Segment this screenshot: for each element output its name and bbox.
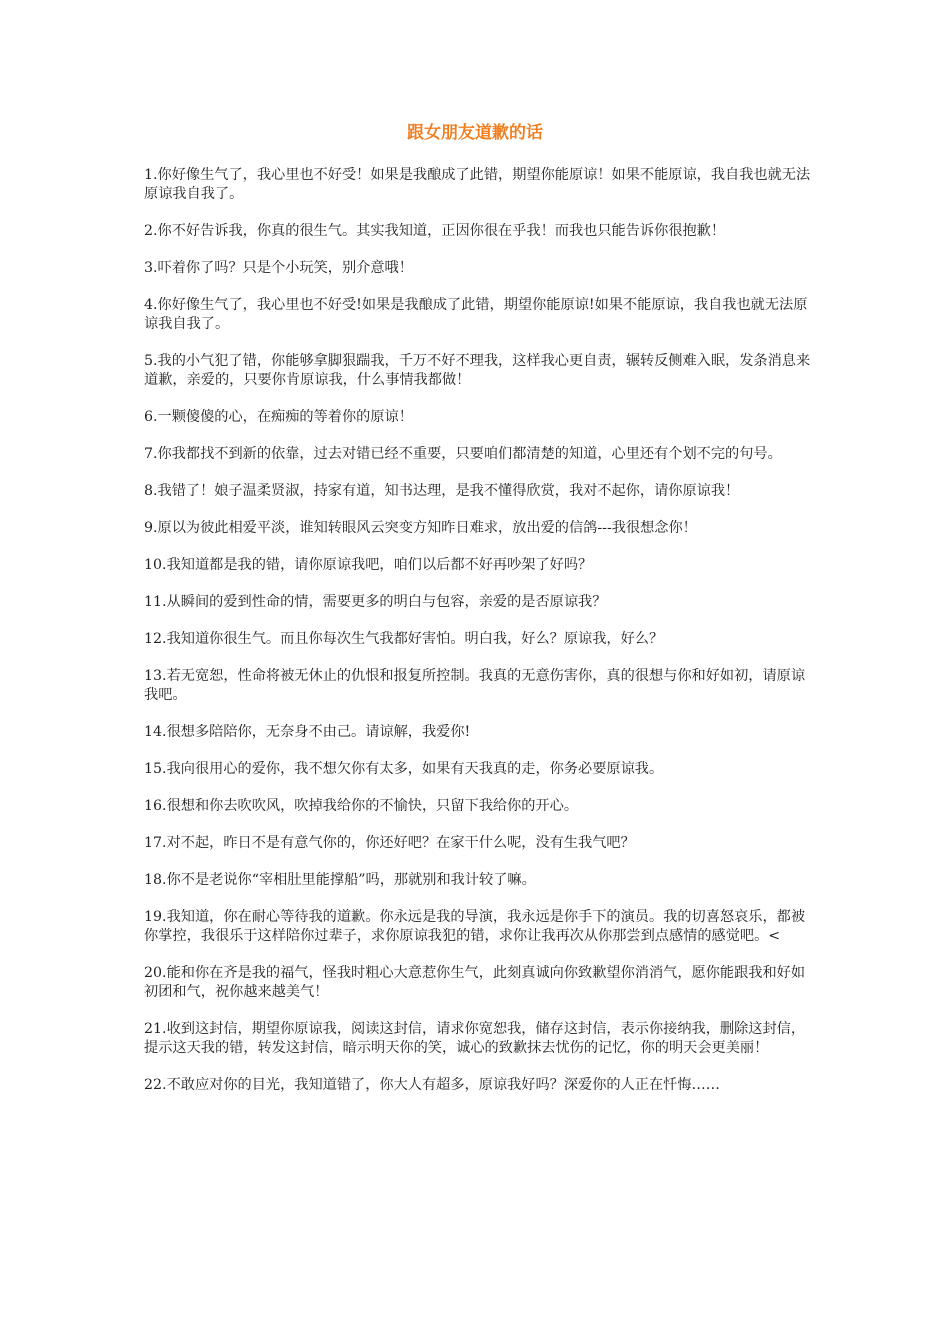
paragraph-20: 20.能和你在齐是我的福气，怪我时粗心大意惹你生气，此刻真诚向你致歉望你消消气，愿你能跟我和好如初团和气，祝你越来越美气！ (144, 965, 806, 1000)
paragraph-12: 12.我知道你很生气。而且你每次生气我都好害怕。明白我，好么？原谅我，好么？ (144, 631, 664, 647)
paragraph-8: 8.我错了！娘子温柔贤淑，持家有道，知书达理，是我不懂得欣赏，我对不起你，请你原谅我！ (144, 483, 740, 499)
paragraph-17: 17.对不起，昨日不是有意气你的，你还好吧？在家干什么呢，没有生我气吧？ (144, 835, 635, 851)
paragraph-1: 1.你好像生气了，我心里也不好受！如果是我酿成了此错，期望你能原谅！如果不能原谅，我自我也就无法原谅我自我了。 (144, 167, 811, 202)
paragraph-19: 19.我知道，你在耐心等待我的道歉。你永远是我的导演，我永远是你手下的演员。我的切喜怒哀乐，都被你掌控，我很乐于这样陪你过辈子，求你原谅我犯的错，求你让我再次从你那尝到点感情的感觉吧。< (144, 909, 806, 944)
paragraph-3: 3.吓着你了吗？只是个小玩笑，别介意哦！ (144, 260, 413, 276)
paragraph-14: 14.很想多陪陪你，无奈身不由己。请谅解，我爱你! (144, 724, 471, 740)
paragraph-21: 21.收到这封信，期望你原谅我，阅读这封信，请求你宽恕我，储存这封信，表示你接纳我，删除这封信，提示这天我的错，转发这封信，暗示明天你的笑，诚心的致歉抹去忧伤的记忆，你的明天会更美丽！ (144, 1021, 806, 1056)
paragraph-15: 15.我向很用心的爱你，我不想欠你有太多，如果有天我真的走，你务必要原谅我。 (144, 761, 664, 777)
paragraph-22: 22.不敢应对你的目光，我知道错了，你大人有超多，原谅我好吗？深爱你的人正在忏悔…… (144, 1077, 720, 1093)
document-body (144, 166, 814, 1113)
paragraph-16: 16.很想和你去吹吹风，吹掉我给你的不愉快，只留下我给你的开心。 (144, 798, 579, 814)
paragraph-13: 13.若无宽恕，性命将被无休止的仇恨和报复所控制。我真的无意伤害你，真的很想与你和好如初，请原谅我吧。 (144, 668, 806, 703)
paragraph-4: 4.你好像生气了，我心里也不好受!如果是我酿成了此错，期望你能原谅!如果不能原谅，我自我也就无法原谅我自我了。 (144, 297, 808, 332)
paragraph-10: 10.我知道都是我的错，请你原谅我吧，咱们以后都不好再吵架了好吗？ (144, 557, 593, 573)
paragraph-7: 7.你我都找不到新的依靠，过去对错已经不重要，只要咱们都清楚的知道，心里还有个划不完的句号。 (144, 446, 782, 462)
paragraph-6: 6.一颗傻傻的心，在痴痴的等着你的原谅！ (144, 409, 413, 425)
paragraph-2: 2.你不好告诉我，你真的很生气。其实我知道，正因你很在乎我！而我也只能告诉你很抱歉！ (144, 223, 726, 239)
paragraph-18: 18.你不是老说你“宰相肚里能撑船”吗，那就别和我计较了嘛。 (144, 872, 536, 888)
paragraph-11: 11.从瞬间的爱到性命的情，需要更多的明白与包容，亲爱的是否原谅我？ (144, 594, 607, 610)
paragraph-9: 9.原以为彼此相爱平淡，谁知转眼风云突变方知昨日难求，放出爱的信鸽---我很想念你！ (144, 520, 697, 536)
document-title: 跟女朋友道歉的话 (407, 123, 543, 143)
paragraph-5: 5.我的小气犯了错，你能够拿脚狠踹我，千万不好不理我，这样我心更自责，辗转反侧难入眠，发条消息来道歉，亲爱的，只要你肯原谅我，什么事情我都做！ (144, 353, 811, 388)
